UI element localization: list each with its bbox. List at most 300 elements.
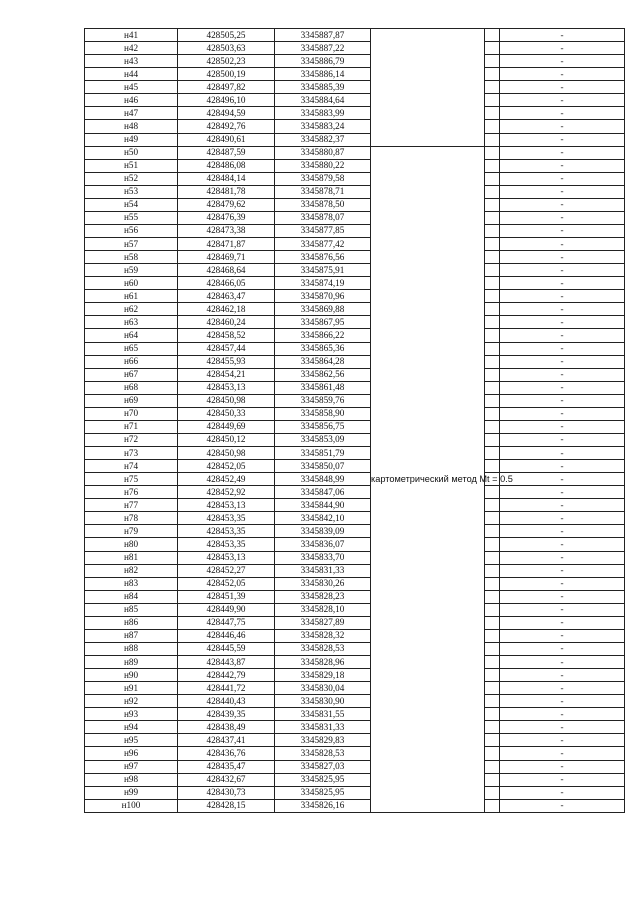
accuracy-cell: - xyxy=(500,264,625,277)
accuracy-cell: - xyxy=(500,342,625,355)
accuracy-cell: - xyxy=(500,224,625,237)
y-coordinate-cell: 3345850,07 xyxy=(275,460,371,473)
accuracy-cell: - xyxy=(500,107,625,120)
x-coordinate-cell: 428500,19 xyxy=(178,68,275,81)
y-coordinate-cell: 3345879,58 xyxy=(275,172,371,185)
x-coordinate-cell: 428487,59 xyxy=(178,146,275,159)
point-name-cell: н50 xyxy=(85,146,178,159)
accuracy-cell: - xyxy=(500,551,625,564)
accuracy-cell: - xyxy=(500,473,625,486)
y-coordinate-cell: 3345826,16 xyxy=(275,799,371,812)
column-gap xyxy=(485,721,500,734)
column-gap xyxy=(485,642,500,655)
x-coordinate-cell: 428439,35 xyxy=(178,708,275,721)
accuracy-cell: - xyxy=(500,760,625,773)
accuracy-cell: - xyxy=(500,277,625,290)
point-name-cell: н75 xyxy=(85,473,178,486)
y-coordinate-cell: 3345829,18 xyxy=(275,669,371,682)
accuracy-cell: - xyxy=(500,577,625,590)
x-coordinate-cell: 428502,23 xyxy=(178,55,275,68)
y-coordinate-cell: 3345825,95 xyxy=(275,773,371,786)
column-gap xyxy=(485,329,500,342)
point-name-cell: н93 xyxy=(85,708,178,721)
x-coordinate-cell: 428432,67 xyxy=(178,773,275,786)
column-gap xyxy=(485,551,500,564)
x-coordinate-cell: 428453,13 xyxy=(178,551,275,564)
x-coordinate-cell: 428463,47 xyxy=(178,290,275,303)
x-coordinate-cell: 428450,98 xyxy=(178,394,275,407)
accuracy-cell: - xyxy=(500,55,625,68)
document-page xyxy=(84,28,625,813)
x-coordinate-cell: 428486,08 xyxy=(178,159,275,172)
point-name-cell: н81 xyxy=(85,551,178,564)
x-coordinate-cell: 428445,59 xyxy=(178,642,275,655)
column-gap xyxy=(485,695,500,708)
table-row xyxy=(85,159,625,172)
x-coordinate-cell: 428443,87 xyxy=(178,656,275,669)
table-row xyxy=(85,316,625,329)
y-coordinate-cell: 3345885,39 xyxy=(275,81,371,94)
column-gap xyxy=(485,525,500,538)
accuracy-cell: - xyxy=(500,603,625,616)
accuracy-cell: - xyxy=(500,708,625,721)
table-row xyxy=(85,94,625,107)
x-coordinate-cell: 428438,49 xyxy=(178,721,275,734)
x-coordinate-cell: 428476,39 xyxy=(178,211,275,224)
point-name-cell: н72 xyxy=(85,433,178,446)
y-coordinate-cell: 3345882,37 xyxy=(275,133,371,146)
accuracy-cell: - xyxy=(500,460,625,473)
table-row xyxy=(85,721,625,734)
column-gap xyxy=(485,747,500,760)
point-name-cell: н85 xyxy=(85,603,178,616)
y-coordinate-cell: 3345876,56 xyxy=(275,251,371,264)
column-gap xyxy=(485,290,500,303)
accuracy-cell: - xyxy=(500,420,625,433)
accuracy-cell: - xyxy=(500,564,625,577)
x-coordinate-cell: 428460,24 xyxy=(178,316,275,329)
accuracy-cell: - xyxy=(500,303,625,316)
y-coordinate-cell: 3345859,76 xyxy=(275,394,371,407)
x-coordinate-cell: 428490,61 xyxy=(178,133,275,146)
y-coordinate-cell: 3345831,55 xyxy=(275,708,371,721)
accuracy-cell: - xyxy=(500,211,625,224)
point-name-cell: н60 xyxy=(85,277,178,290)
accuracy-cell: - xyxy=(500,407,625,420)
point-name-cell: н57 xyxy=(85,238,178,251)
accuracy-cell: - xyxy=(500,538,625,551)
column-gap xyxy=(485,629,500,642)
table-row xyxy=(85,68,625,81)
column-gap xyxy=(485,760,500,773)
table-row xyxy=(85,603,625,616)
x-coordinate-cell: 428437,41 xyxy=(178,734,275,747)
y-coordinate-cell: 3345865,36 xyxy=(275,342,371,355)
column-gap xyxy=(485,55,500,68)
y-coordinate-cell: 3345874,19 xyxy=(275,277,371,290)
table-row xyxy=(85,42,625,55)
accuracy-cell: - xyxy=(500,747,625,760)
table-row xyxy=(85,682,625,695)
accuracy-cell: - xyxy=(500,198,625,211)
x-coordinate-cell: 428462,18 xyxy=(178,303,275,316)
column-gap xyxy=(485,799,500,812)
table-row xyxy=(85,642,625,655)
y-coordinate-cell: 3345887,22 xyxy=(275,42,371,55)
y-coordinate-cell: 3345877,42 xyxy=(275,238,371,251)
column-gap xyxy=(485,120,500,133)
y-coordinate-cell: 3345830,04 xyxy=(275,682,371,695)
column-gap xyxy=(485,447,500,460)
point-name-cell: н54 xyxy=(85,198,178,211)
accuracy-cell: - xyxy=(500,682,625,695)
y-coordinate-cell: 3345883,99 xyxy=(275,107,371,120)
column-gap xyxy=(485,512,500,525)
table-row xyxy=(85,172,625,185)
column-gap xyxy=(485,734,500,747)
y-coordinate-cell: 3345861,48 xyxy=(275,381,371,394)
y-coordinate-cell: 3345884,64 xyxy=(275,94,371,107)
accuracy-cell: - xyxy=(500,81,625,94)
x-coordinate-cell: 428430,73 xyxy=(178,786,275,799)
table-row xyxy=(85,577,625,590)
accuracy-cell: - xyxy=(500,146,625,159)
x-coordinate-cell: 428452,27 xyxy=(178,564,275,577)
x-coordinate-cell: 428481,78 xyxy=(178,185,275,198)
y-coordinate-cell: 3345828,23 xyxy=(275,590,371,603)
table-row xyxy=(85,146,625,159)
table-row xyxy=(85,512,625,525)
accuracy-cell: - xyxy=(500,721,625,734)
x-coordinate-cell: 428451,39 xyxy=(178,590,275,603)
point-name-cell: н76 xyxy=(85,486,178,499)
table-row xyxy=(85,486,625,499)
y-coordinate-cell: 3345829,83 xyxy=(275,734,371,747)
point-name-cell: н48 xyxy=(85,120,178,133)
accuracy-cell: - xyxy=(500,786,625,799)
x-coordinate-cell: 428453,13 xyxy=(178,381,275,394)
table-row xyxy=(85,538,625,551)
column-gap xyxy=(485,656,500,669)
x-coordinate-cell: 428471,87 xyxy=(178,238,275,251)
y-coordinate-cell: 3345886,79 xyxy=(275,55,371,68)
point-name-cell: н79 xyxy=(85,525,178,538)
x-coordinate-cell: 428452,05 xyxy=(178,460,275,473)
x-coordinate-cell: 428469,71 xyxy=(178,251,275,264)
point-name-cell: н86 xyxy=(85,616,178,629)
y-coordinate-cell: 3345886,14 xyxy=(275,68,371,81)
accuracy-cell: - xyxy=(500,695,625,708)
x-coordinate-cell: 428447,75 xyxy=(178,616,275,629)
x-coordinate-cell: 428457,44 xyxy=(178,342,275,355)
column-gap xyxy=(485,264,500,277)
x-coordinate-cell: 428503,63 xyxy=(178,42,275,55)
accuracy-cell: - xyxy=(500,669,625,682)
table-row xyxy=(85,799,625,812)
x-coordinate-cell: 428453,35 xyxy=(178,538,275,551)
point-name-cell: н74 xyxy=(85,460,178,473)
accuracy-cell: - xyxy=(500,799,625,812)
accuracy-cell: - xyxy=(500,734,625,747)
table-row xyxy=(85,616,625,629)
table-row xyxy=(85,695,625,708)
method-cell xyxy=(371,29,485,147)
column-gap xyxy=(485,407,500,420)
table-row xyxy=(85,656,625,669)
point-name-cell: н65 xyxy=(85,342,178,355)
column-gap xyxy=(485,682,500,695)
x-coordinate-cell: 428453,13 xyxy=(178,499,275,512)
point-name-cell: н42 xyxy=(85,42,178,55)
column-gap xyxy=(485,355,500,368)
x-coordinate-cell: 428497,82 xyxy=(178,81,275,94)
column-gap xyxy=(485,486,500,499)
table-row xyxy=(85,264,625,277)
x-coordinate-cell: 428449,90 xyxy=(178,603,275,616)
point-name-cell: н87 xyxy=(85,629,178,642)
table-row xyxy=(85,564,625,577)
point-name-cell: н78 xyxy=(85,512,178,525)
point-name-cell: н89 xyxy=(85,656,178,669)
table-row xyxy=(85,407,625,420)
x-coordinate-cell: 428440,43 xyxy=(178,695,275,708)
y-coordinate-cell: 3345828,10 xyxy=(275,603,371,616)
point-name-cell: н94 xyxy=(85,721,178,734)
column-gap xyxy=(485,146,500,159)
x-coordinate-cell: 428473,38 xyxy=(178,224,275,237)
point-name-cell: н97 xyxy=(85,760,178,773)
point-name-cell: н83 xyxy=(85,577,178,590)
column-gap xyxy=(485,159,500,172)
column-gap xyxy=(485,172,500,185)
table-row xyxy=(85,734,625,747)
point-name-cell: н92 xyxy=(85,695,178,708)
column-gap xyxy=(485,303,500,316)
accuracy-cell: - xyxy=(500,499,625,512)
x-coordinate-cell: 428442,79 xyxy=(178,669,275,682)
table-row xyxy=(85,433,625,446)
accuracy-cell: - xyxy=(500,368,625,381)
point-name-cell: н68 xyxy=(85,381,178,394)
point-name-cell: н41 xyxy=(85,29,178,42)
x-coordinate-cell: 428455,93 xyxy=(178,355,275,368)
method-cell: картометрический метод Mt = 0.5 xyxy=(371,146,485,812)
y-coordinate-cell: 3345880,22 xyxy=(275,159,371,172)
y-coordinate-cell: 3345866,22 xyxy=(275,329,371,342)
y-coordinate-cell: 3345828,96 xyxy=(275,656,371,669)
column-gap xyxy=(485,238,500,251)
point-name-cell: н64 xyxy=(85,329,178,342)
y-coordinate-cell: 3345877,85 xyxy=(275,224,371,237)
table-row xyxy=(85,499,625,512)
accuracy-cell: - xyxy=(500,381,625,394)
point-name-cell: н67 xyxy=(85,368,178,381)
point-name-cell: н80 xyxy=(85,538,178,551)
accuracy-cell: - xyxy=(500,29,625,42)
accuracy-cell: - xyxy=(500,316,625,329)
point-name-cell: н98 xyxy=(85,773,178,786)
accuracy-cell: - xyxy=(500,447,625,460)
y-coordinate-cell: 3345853,09 xyxy=(275,433,371,446)
accuracy-cell: - xyxy=(500,120,625,133)
accuracy-cell: - xyxy=(500,525,625,538)
point-name-cell: н45 xyxy=(85,81,178,94)
x-coordinate-cell: 428454,21 xyxy=(178,368,275,381)
accuracy-cell: - xyxy=(500,238,625,251)
table-row xyxy=(85,629,625,642)
column-gap xyxy=(485,42,500,55)
point-name-cell: н44 xyxy=(85,68,178,81)
x-coordinate-cell: 428492,76 xyxy=(178,120,275,133)
column-gap xyxy=(485,577,500,590)
table-row xyxy=(85,81,625,94)
table-row xyxy=(85,394,625,407)
y-coordinate-cell: 3345830,90 xyxy=(275,695,371,708)
point-name-cell: н63 xyxy=(85,316,178,329)
accuracy-cell: - xyxy=(500,42,625,55)
y-coordinate-cell: 3345827,03 xyxy=(275,760,371,773)
x-coordinate-cell: 428441,72 xyxy=(178,682,275,695)
column-gap xyxy=(485,381,500,394)
point-name-cell: н53 xyxy=(85,185,178,198)
column-gap xyxy=(485,68,500,81)
table-row xyxy=(85,224,625,237)
table-row xyxy=(85,342,625,355)
accuracy-cell: - xyxy=(500,773,625,786)
accuracy-cell: - xyxy=(500,433,625,446)
y-coordinate-cell: 3345862,56 xyxy=(275,368,371,381)
x-coordinate-cell: 428479,62 xyxy=(178,198,275,211)
accuracy-cell: - xyxy=(500,329,625,342)
table-row xyxy=(85,590,625,603)
column-gap xyxy=(485,708,500,721)
column-gap xyxy=(485,460,500,473)
point-name-cell: н99 xyxy=(85,786,178,799)
point-name-cell: н47 xyxy=(85,107,178,120)
accuracy-cell: - xyxy=(500,656,625,669)
table-row xyxy=(85,773,625,786)
point-name-cell: н84 xyxy=(85,590,178,603)
table-row xyxy=(85,669,625,682)
accuracy-cell: - xyxy=(500,616,625,629)
point-name-cell: н100 xyxy=(85,799,178,812)
column-gap xyxy=(485,420,500,433)
accuracy-cell: - xyxy=(500,394,625,407)
table-row xyxy=(85,551,625,564)
table-row xyxy=(85,525,625,538)
point-name-cell: н66 xyxy=(85,355,178,368)
table-row xyxy=(85,708,625,721)
column-gap xyxy=(485,394,500,407)
table-row xyxy=(85,447,625,460)
accuracy-cell: - xyxy=(500,290,625,303)
point-name-cell: н46 xyxy=(85,94,178,107)
x-coordinate-cell: 428450,33 xyxy=(178,407,275,420)
table-row xyxy=(85,29,625,42)
accuracy-cell: - xyxy=(500,172,625,185)
table-row xyxy=(85,355,625,368)
accuracy-cell: - xyxy=(500,185,625,198)
column-gap xyxy=(485,786,500,799)
x-coordinate-cell: 428446,46 xyxy=(178,629,275,642)
accuracy-cell: - xyxy=(500,512,625,525)
x-coordinate-cell: 428458,52 xyxy=(178,329,275,342)
table-row xyxy=(85,251,625,264)
column-gap xyxy=(485,81,500,94)
point-name-cell: н52 xyxy=(85,172,178,185)
x-coordinate-cell: 428449,69 xyxy=(178,420,275,433)
table-row xyxy=(85,381,625,394)
column-gap xyxy=(485,107,500,120)
y-coordinate-cell: 3345878,07 xyxy=(275,211,371,224)
table-row xyxy=(85,747,625,760)
column-gap xyxy=(485,564,500,577)
coordinates-table xyxy=(84,28,625,813)
x-coordinate-cell: 428466,05 xyxy=(178,277,275,290)
y-coordinate-cell: 3345875,91 xyxy=(275,264,371,277)
x-coordinate-cell: 428450,98 xyxy=(178,447,275,460)
x-coordinate-cell: 428436,76 xyxy=(178,747,275,760)
y-coordinate-cell: 3345869,88 xyxy=(275,303,371,316)
point-name-cell: н73 xyxy=(85,447,178,460)
accuracy-cell: - xyxy=(500,68,625,81)
point-name-cell: н77 xyxy=(85,499,178,512)
y-coordinate-cell: 3345839,09 xyxy=(275,525,371,538)
y-coordinate-cell: 3345842,10 xyxy=(275,512,371,525)
x-coordinate-cell: 428452,49 xyxy=(178,473,275,486)
point-name-cell: н82 xyxy=(85,564,178,577)
column-gap xyxy=(485,616,500,629)
accuracy-cell: - xyxy=(500,629,625,642)
x-coordinate-cell: 428494,59 xyxy=(178,107,275,120)
column-gap xyxy=(485,603,500,616)
y-coordinate-cell: 3345844,90 xyxy=(275,499,371,512)
x-coordinate-cell: 428453,35 xyxy=(178,512,275,525)
y-coordinate-cell: 3345864,28 xyxy=(275,355,371,368)
x-coordinate-cell: 428428,15 xyxy=(178,799,275,812)
y-coordinate-cell: 3345856,75 xyxy=(275,420,371,433)
column-gap xyxy=(485,211,500,224)
table-row xyxy=(85,303,625,316)
table-row xyxy=(85,185,625,198)
x-coordinate-cell: 428468,64 xyxy=(178,264,275,277)
y-coordinate-cell: 3345870,96 xyxy=(275,290,371,303)
accuracy-cell: - xyxy=(500,133,625,146)
y-coordinate-cell: 3345858,90 xyxy=(275,407,371,420)
table-row xyxy=(85,420,625,433)
table-row xyxy=(85,198,625,211)
table-row xyxy=(85,55,625,68)
table-row xyxy=(85,133,625,146)
table-row xyxy=(85,107,625,120)
y-coordinate-cell: 3345833,70 xyxy=(275,551,371,564)
column-gap xyxy=(485,133,500,146)
y-coordinate-cell: 3345831,33 xyxy=(275,564,371,577)
column-gap xyxy=(485,94,500,107)
accuracy-cell: - xyxy=(500,159,625,172)
point-name-cell: н61 xyxy=(85,290,178,303)
point-name-cell: н43 xyxy=(85,55,178,68)
column-gap xyxy=(485,224,500,237)
point-name-cell: н96 xyxy=(85,747,178,760)
x-coordinate-cell: 428496,10 xyxy=(178,94,275,107)
point-name-cell: н59 xyxy=(85,264,178,277)
y-coordinate-cell: 3345825,95 xyxy=(275,786,371,799)
x-coordinate-cell: 428450,12 xyxy=(178,433,275,446)
point-name-cell: н95 xyxy=(85,734,178,747)
column-gap xyxy=(485,316,500,329)
table-row xyxy=(85,460,625,473)
